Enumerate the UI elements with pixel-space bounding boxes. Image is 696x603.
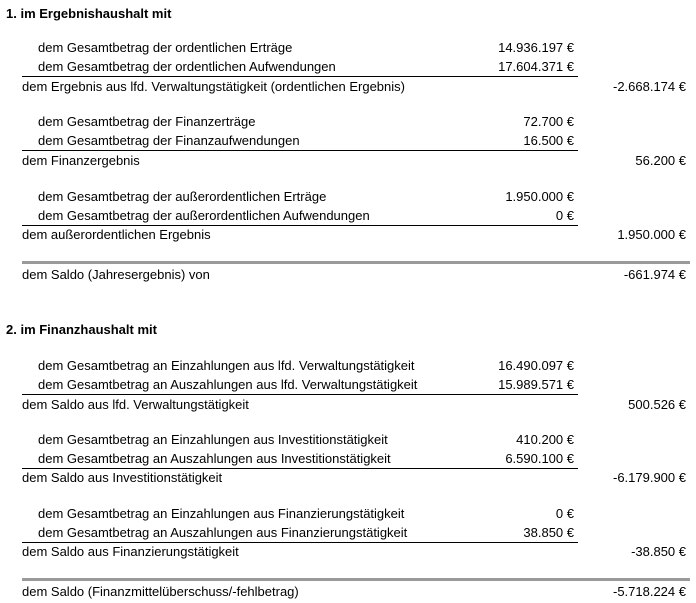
section-2-heading: 2. im Finanzhaushalt mit — [6, 322, 157, 337]
einz-fin-label: dem Gesamtbetrag an Einzahlungen aus Finanzierungstätigkeit — [38, 506, 405, 521]
ertraege-value: 14.936.197 € — [498, 40, 574, 55]
saldo-fin-value: -38.850 € — [631, 544, 686, 559]
subtotal-rule — [22, 150, 578, 151]
saldo-inv-value: -6.179.900 € — [612, 470, 686, 485]
finanzaufwendungen-label: dem Gesamtbetrag der Finanzaufwendungen — [38, 133, 300, 148]
ausz-inv-label: dem Gesamtbetrag an Auszahlungen aus Investitionstätigkeit — [38, 451, 391, 466]
ao-aufwendungen-value: 0 € — [555, 208, 574, 223]
subtotal-rule — [22, 76, 578, 77]
ao-ertraege-label: dem Gesamtbetrag der außerordentlichen Erträge — [38, 189, 327, 204]
aufwendungen-value: 17.604.371 € — [498, 59, 574, 74]
finanzergebnis-label: dem Finanzergebnis — [22, 153, 140, 168]
saldo-lfd-value: 500.526 € — [628, 397, 686, 412]
einz-inv-label: dem Gesamtbetrag an Einzahlungen aus Investitionstätigkeit — [38, 432, 388, 447]
saldo-lfd-label: dem Saldo aus lfd. Verwaltungstätigkeit — [22, 397, 249, 412]
aufwendungen-label: dem Gesamtbetrag der ordentlichen Aufwendungen — [38, 59, 336, 74]
ao-ertraege-value: 1.950.000 € — [505, 189, 574, 204]
subtotal-rule — [22, 225, 578, 226]
ausz-fin-value: 38.850 € — [523, 525, 574, 540]
subtotal-rule — [22, 542, 578, 543]
ausz-fin-label: dem Gesamtbetrag an Auszahlungen aus Finanzierungstätigkeit — [38, 525, 408, 540]
ergebnis-lfd-value: -2.668.174 € — [612, 79, 686, 94]
einz-lfd-value: 16.490.097 € — [498, 358, 574, 373]
total-double-rule — [22, 261, 690, 264]
saldo-inv-label: dem Saldo aus Investitionstätigkeit — [22, 470, 223, 485]
saldo-jahresergebnis-label: dem Saldo (Jahresergebnis) von — [22, 267, 210, 282]
saldo-fin-label: dem Saldo aus Finanzierungstätigkeit — [22, 544, 239, 559]
ao-ergebnis-value: 1.950.000 € — [617, 227, 686, 242]
ausz-inv-value: 6.590.100 € — [505, 451, 574, 466]
section-1-heading: 1. im Ergebnishaushalt mit — [6, 6, 172, 21]
finanzertraege-value: 72.700 € — [523, 114, 574, 129]
ertraege-label: dem Gesamtbetrag der ordentlichen Erträge — [38, 40, 293, 55]
ao-ergebnis-label: dem außerordentlichen Ergebnis — [22, 227, 211, 242]
subtotal-rule — [22, 468, 578, 469]
finanzaufwendungen-value: 16.500 € — [523, 133, 574, 148]
ao-aufwendungen-label: dem Gesamtbetrag der außerordentlichen Aufwendungen — [38, 208, 370, 223]
saldo-jahresergebnis-value: -661.974 € — [623, 267, 686, 282]
finanzertraege-label: dem Gesamtbetrag der Finanzerträge — [38, 114, 256, 129]
ausz-lfd-label: dem Gesamtbetrag an Auszahlungen aus lfd. Verwaltungstätigkeit — [38, 377, 418, 392]
einz-lfd-label: dem Gesamtbetrag an Einzahlungen aus lfd. Verwaltungstätigkeit — [38, 358, 415, 373]
saldo-total-label: dem Saldo (Finanzmittelüberschuss/-fehlbetrag) — [22, 584, 299, 599]
subtotal-rule — [22, 394, 578, 395]
ausz-lfd-value: 15.989.571 € — [498, 377, 574, 392]
finanzergebnis-value: 56.200 € — [635, 153, 686, 168]
ergebnis-lfd-label: dem Ergebnis aus lfd. Verwaltungstätigkeit (ordentlichen Ergebnis) — [22, 79, 405, 94]
total-double-rule — [22, 578, 690, 581]
einz-fin-value: 0 € — [555, 506, 574, 521]
saldo-total-value: -5.718.224 € — [612, 584, 686, 599]
einz-inv-value: 410.200 € — [516, 432, 574, 447]
